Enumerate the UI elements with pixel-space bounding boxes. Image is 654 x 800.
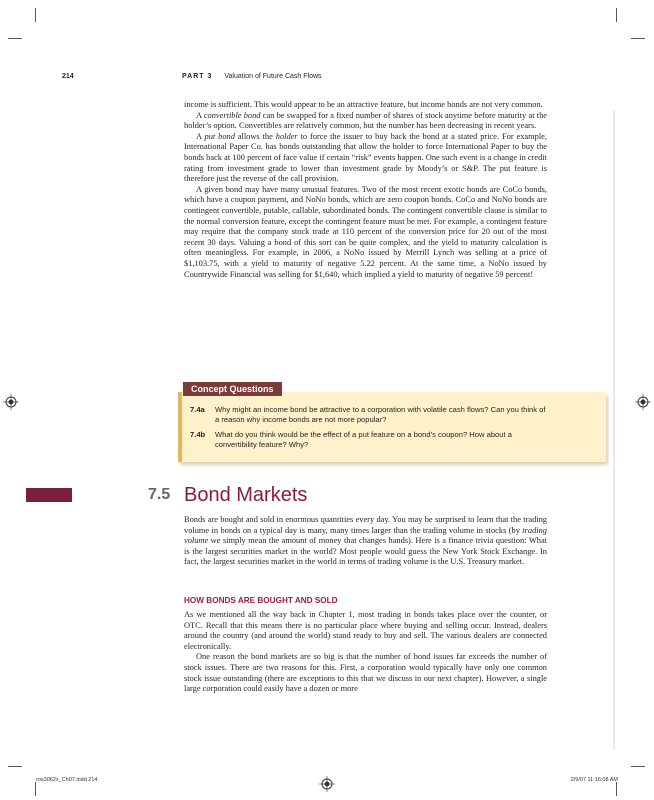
question-text: Why might an income bond be attractive to a corporation with volatile cash flows? Can you think of a reason why income bonds are not more popular? (215, 405, 546, 424)
footer-file-name: ros3062x_Ch07.indd 214 (36, 777, 98, 783)
term-holder: holder (275, 131, 298, 141)
question-text: What do you think would be the effect of a put feature on a bond’s coupon? How about a convertibility feature? Why? (215, 430, 512, 449)
running-header (182, 73, 322, 80)
subheading: HOW BONDS ARE BOUGHT AND SOLD (184, 596, 338, 605)
crop-mark (616, 782, 617, 796)
paragraph-convertible: A convertible bond can be swapped for a fixed number of shares of stock anytime before maturity at the holder’s option. Convertibles are relatively common, but the number has been decreasing in recent years. (184, 110, 548, 131)
crop-mark (35, 782, 36, 796)
concept-questions-box (178, 392, 606, 462)
registration-mark-icon (319, 776, 335, 792)
crop-mark (616, 8, 617, 22)
registration-mark-icon (635, 394, 651, 410)
crop-mark (631, 38, 645, 39)
part-label: PART 3 (182, 73, 213, 80)
section-intro (184, 515, 547, 568)
paragraph-put-bond: A put bond allows the holder to force the issuer to buy back the bond at a stated price. For example, International Paper Co. has bonds outstanding that allow the holder to force International Paper to buy the bonds back at 100 percent of face value if certain “risk” events happen. One such event is a change in credit rating from investment grade to lower than investment grade by Moody’s or S&P. The put feature is therefore just the reverse of the call provision. (184, 131, 547, 184)
paragraph: income is sufficient. This would appear to be an attractive feature, but income bonds are not very common. (184, 100, 543, 109)
body-text-top (184, 100, 547, 280)
footer-timestamp: 2/9/07 11:16:08 AM (570, 777, 618, 783)
question-number: 7.4b (190, 430, 206, 439)
crop-mark (8, 766, 22, 767)
crop-mark (631, 766, 645, 767)
section-title: Bond Markets (184, 484, 308, 506)
question-number: 7.4a (190, 405, 205, 414)
term-put-bond: put bond (204, 131, 235, 141)
page-edge-shadow (613, 110, 615, 750)
concept-question (190, 405, 550, 425)
term-convertible-bond: convertible bond (203, 110, 261, 120)
section-number: 7.5 (148, 486, 171, 503)
crop-mark (35, 8, 36, 22)
part-title: Valuation of Future Cash Flows (224, 73, 322, 80)
paragraph-bond-issues: One reason the bond markets are so big is that the number of bond issues far exceeds the number of stock issues. There are two reasons for this. First, a corporation would typically have only one common stock issue outstanding (there are exceptions to this that we discuss in our next chapter). However, a single large corporation could easily have a dozen or more (184, 652, 547, 694)
concept-questions-title: Concept Questions (183, 382, 282, 396)
concept-question (190, 430, 550, 450)
registration-mark-icon (3, 394, 19, 410)
page-number: 214 (62, 73, 74, 80)
paragraph-intro: Bonds are bought and sold in enormous quantities every day. You may be surprised to learn that the trading volume in bonds on a typical day is many, many times larger than the trading volume in stocks (by trading volume we simply mean the amount of money that changes hands). Here is a finance trivia question: What is the largest securities market in the world? Most people would guess the New York Stock Exchange. In fact, the largest securities market in the world in terms of trading volume is the U.S. Treasury market. (184, 515, 547, 567)
section-marker-bar (26, 488, 72, 502)
paragraph-otc: As we mentioned all the way back in Chapter 1, most trading in bonds takes place over the counter, or OTC. Recall that this means there is no particular place where buying and selling occur. Instead, dealers around the country (and around the world) stand ready to buy and sell. The various dealers are connected electronically. (184, 610, 547, 651)
paragraph-exotic-bonds: A given bond may have many unusual features. Two of the most recent exotic bonds are CoCo bonds, which have a coupon payment, and NoNo bonds, which are zero coupon bonds. CoCo and NoNo bonds are contingent convertible, putable, callable, subordinated bonds. The contingent convertible clause is similar to the normal conversion feature, except the contingent feature must be met. For example, a contingent feature may require that the company stock trade at 110 percent of the conversion price for 20 out of the most recent 30 days. Valuing a bond of this sort can be quite complex, and the yield to maturity calculation is often meaningless. For example, in 2006, a NoNo issued by Merrill Lynch was selling at a price of $1,103.75, with a yield to maturity of negative 5.22 percent. At the same time, a NoNo issued by Countrywide Financial was selling for $1,640, which implied a yield to maturity of negative 59 percent! (184, 184, 547, 279)
body-text-bottom (184, 610, 547, 695)
crop-mark (8, 38, 22, 39)
term-trading-volume: trading volume (184, 525, 547, 546)
